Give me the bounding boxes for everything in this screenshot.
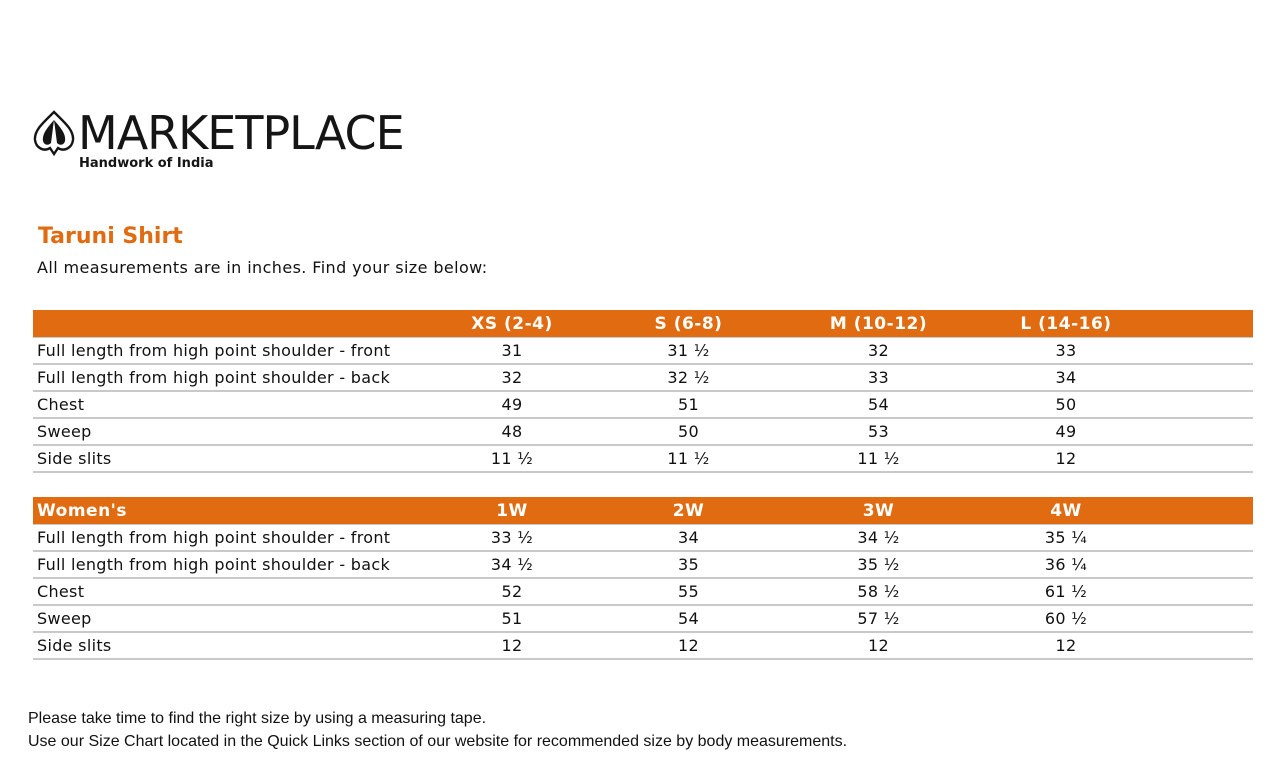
size-table-womens [33,497,1253,660]
table-row [33,418,1253,445]
measurement-value: 31 ½ [601,338,776,365]
brand-tagline: Handwork of India [79,156,214,171]
measurement-value: 12 [981,632,1151,659]
measurement-label: Side slits [33,445,423,472]
product-subtitle: All measurements are in inches. Find your size below: [37,258,488,277]
size-header: M (10-12) [776,310,981,338]
measurement-value: 57 ½ [776,605,981,632]
measurement-label: Full length from high point shoulder - back [33,551,423,578]
size-header: 4W [981,497,1151,525]
measurement-value: 32 ½ [601,364,776,391]
table-header-row [33,497,1253,525]
measurement-value: 12 [601,632,776,659]
measurement-value: 12 [423,632,601,659]
measurement-label: Full length from high point shoulder - back [33,364,423,391]
table-row [33,551,1253,578]
table-row [33,338,1253,365]
measurement-label: Chest [33,391,423,418]
measurement-label: Sweep [33,605,423,632]
header-label [33,310,423,338]
size-header: 1W [423,497,601,525]
row-spacer [1151,551,1253,578]
size-header: L (14-16) [981,310,1151,338]
header-spacer [1151,497,1253,525]
measurement-value: 35 ½ [776,551,981,578]
table-row [33,578,1253,605]
measurement-value: 61 ½ [981,578,1151,605]
measurement-value: 33 [776,364,981,391]
measurement-label: Sweep [33,418,423,445]
measurement-value: 12 [776,632,981,659]
table-row [33,445,1253,472]
table-row [33,632,1253,659]
measurement-value: 49 [423,391,601,418]
measurement-label: Full length from high point shoulder - front [33,525,423,552]
measurement-value: 58 ½ [776,578,981,605]
footnote-measuring: Please take time to find the right size by using a measuring tape. [28,710,487,727]
measurement-value: 53 [776,418,981,445]
footnote-size-chart: Use our Size Chart located in the Quick Links section of our website for recommended size by body measurements. [28,733,848,750]
header-spacer [1151,310,1253,338]
row-spacer [1151,632,1253,659]
measurement-value: 52 [423,578,601,605]
measurement-value: 34 ½ [423,551,601,578]
measurement-value: 54 [601,605,776,632]
row-spacer [1151,418,1253,445]
measurement-label: Chest [33,578,423,605]
size-header: XS (2-4) [423,310,601,338]
product-title: Taruni Shirt [38,224,183,249]
measurement-value: 33 ½ [423,525,601,552]
row-spacer [1151,525,1253,552]
size-header: 2W [601,497,776,525]
measurement-value: 11 ½ [601,445,776,472]
measurement-value: 34 [601,525,776,552]
measurement-value: 51 [601,391,776,418]
measurement-value: 49 [981,418,1151,445]
measurement-value: 34 [981,364,1151,391]
row-spacer [1151,445,1253,472]
measurement-value: 12 [981,445,1151,472]
measurement-value: 48 [423,418,601,445]
row-spacer [1151,338,1253,365]
table-row [33,364,1253,391]
size-header: S (6-8) [601,310,776,338]
measurement-value: 33 [981,338,1151,365]
measurement-value: 50 [981,391,1151,418]
measurement-value: 32 [423,364,601,391]
measurement-value: 55 [601,578,776,605]
row-spacer [1151,605,1253,632]
measurement-value: 11 ½ [776,445,981,472]
table-row [33,391,1253,418]
measurement-value: 11 ½ [423,445,601,472]
table-row [33,605,1253,632]
leaf-icon [32,110,76,156]
measurement-value: 51 [423,605,601,632]
measurement-value: 34 ½ [776,525,981,552]
measurement-value: 31 [423,338,601,365]
header-label: Women's [33,497,423,525]
size-table-standard [33,310,1253,473]
table-header-row [33,310,1253,338]
brand-logo [32,108,412,174]
measurement-value: 35 ¼ [981,525,1151,552]
measurement-value: 32 [776,338,981,365]
measurement-value: 54 [776,391,981,418]
table-row [33,525,1253,552]
measurement-value: 35 [601,551,776,578]
row-spacer [1151,364,1253,391]
row-spacer [1151,391,1253,418]
measurement-value: 50 [601,418,776,445]
brand-name: MARKETPLACE [78,106,404,160]
row-spacer [1151,578,1253,605]
measurement-value: 60 ½ [981,605,1151,632]
measurement-label: Full length from high point shoulder - front [33,338,423,365]
measurement-value: 36 ¼ [981,551,1151,578]
size-header: 3W [776,497,981,525]
measurement-label: Side slits [33,632,423,659]
